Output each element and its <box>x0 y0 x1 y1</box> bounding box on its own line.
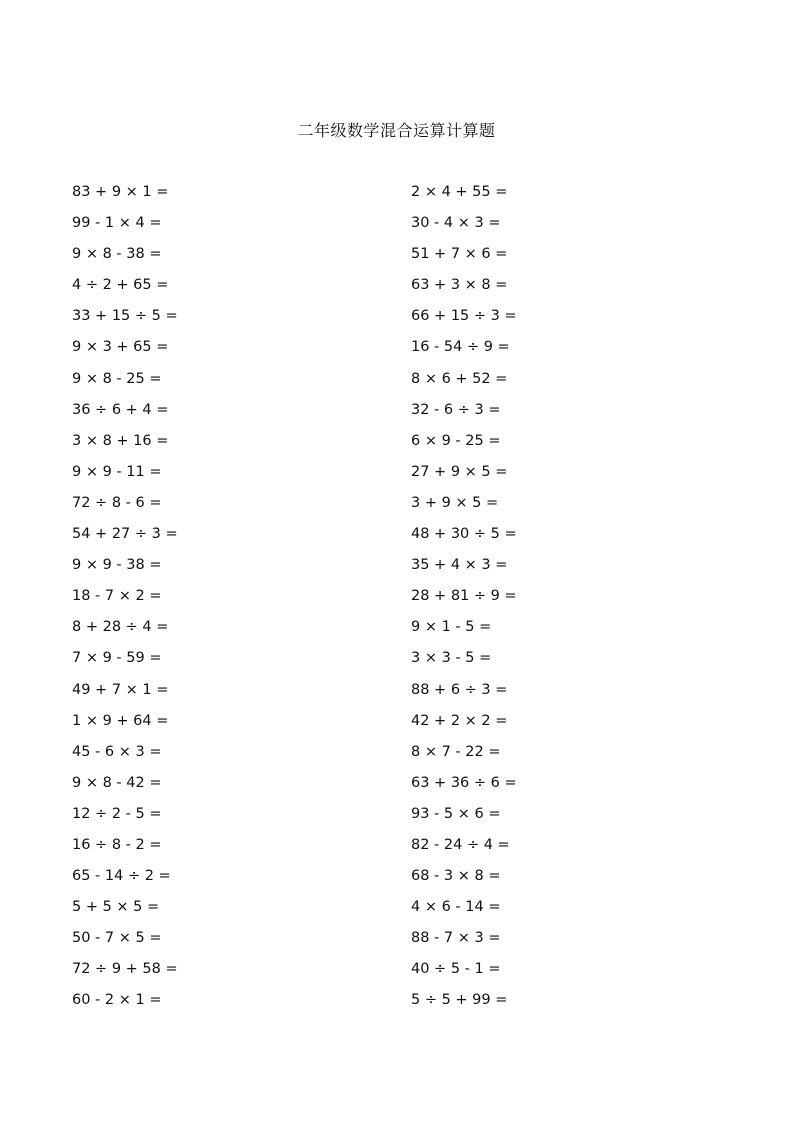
math-problem: 88 + 6 ÷ 3 = <box>411 681 508 698</box>
math-problem: 49 + 7 × 1 = <box>72 681 169 698</box>
math-problem: 35 + 4 × 3 = <box>411 557 508 574</box>
math-problem: 8 × 6 + 52 = <box>411 370 508 387</box>
math-problem: 50 - 7 × 5 = <box>72 930 162 947</box>
math-problem: 9 × 9 - 11 = <box>72 463 162 480</box>
math-problem: 16 - 54 ÷ 9 = <box>411 339 510 356</box>
math-problem: 68 - 3 × 8 = <box>411 868 501 885</box>
math-problem: 5 + 5 × 5 = <box>72 899 160 916</box>
math-problem: 45 - 6 × 3 = <box>72 743 162 760</box>
math-problem: 16 ÷ 8 - 2 = <box>72 836 162 853</box>
math-problem: 3 + 9 × 5 = <box>411 494 499 511</box>
problem-grid <box>72 181 722 1021</box>
math-problem: 32 - 6 ÷ 3 = <box>411 401 501 418</box>
math-problem: 40 ÷ 5 - 1 = <box>411 961 501 978</box>
math-problem: 6 × 9 - 25 = <box>411 432 501 449</box>
math-problem: 8 × 7 - 22 = <box>411 743 501 760</box>
math-problem: 36 ÷ 6 + 4 = <box>72 401 169 418</box>
math-problem: 1 × 9 + 64 = <box>72 712 169 729</box>
math-problem: 4 ÷ 2 + 65 = <box>72 277 169 294</box>
math-problem: 9 × 8 - 42 = <box>72 774 162 791</box>
math-problem: 9 × 8 - 38 = <box>72 246 162 263</box>
math-problem: 5 ÷ 5 + 99 = <box>411 992 508 1009</box>
math-problem: 9 × 3 + 65 = <box>72 339 169 356</box>
math-problem: 66 + 15 ÷ 3 = <box>411 308 517 325</box>
math-problem: 7 × 9 - 59 = <box>72 650 162 667</box>
math-problem: 63 + 3 × 8 = <box>411 277 508 294</box>
math-problem: 9 × 8 - 25 = <box>72 370 162 387</box>
math-problem: 4 × 6 - 14 = <box>411 899 501 916</box>
math-problem: 60 - 2 × 1 = <box>72 992 162 1009</box>
math-problem: 9 × 9 - 38 = <box>72 557 162 574</box>
math-problem: 54 + 27 ÷ 3 = <box>72 526 178 543</box>
math-problem: 72 ÷ 8 - 6 = <box>72 494 162 511</box>
math-problem: 93 - 5 × 6 = <box>411 805 501 822</box>
math-problem: 65 - 14 ÷ 2 = <box>72 868 171 885</box>
math-problem: 82 - 24 ÷ 4 = <box>411 836 510 853</box>
math-problem: 63 + 36 ÷ 6 = <box>411 774 517 791</box>
math-problem: 72 ÷ 9 + 58 = <box>72 961 178 978</box>
math-problem: 30 - 4 × 3 = <box>411 215 501 232</box>
math-problem: 12 ÷ 2 - 5 = <box>72 805 162 822</box>
math-problem: 8 + 28 ÷ 4 = <box>72 619 169 636</box>
math-problem: 28 + 81 ÷ 9 = <box>411 588 517 605</box>
math-problem: 42 + 2 × 2 = <box>411 712 508 729</box>
math-problem: 88 - 7 × 3 = <box>411 930 501 947</box>
page-title: 二年级数学混合运算计算题 <box>297 121 496 140</box>
math-problem: 83 + 9 × 1 = <box>72 184 169 200</box>
math-problem: 51 + 7 × 6 = <box>411 246 508 263</box>
math-problem: 33 + 15 ÷ 5 = <box>72 308 178 325</box>
math-problem: 2 × 4 + 55 = <box>411 184 508 200</box>
math-problem: 99 - 1 × 4 = <box>72 215 162 232</box>
math-problem: 48 + 30 ÷ 5 = <box>411 526 517 543</box>
math-problem: 18 - 7 × 2 = <box>72 588 162 605</box>
math-problem: 3 × 3 - 5 = <box>411 650 492 667</box>
math-problem: 27 + 9 × 5 = <box>411 463 508 480</box>
math-problem: 3 × 8 + 16 = <box>72 432 169 449</box>
math-problem: 9 × 1 - 5 = <box>411 619 492 636</box>
